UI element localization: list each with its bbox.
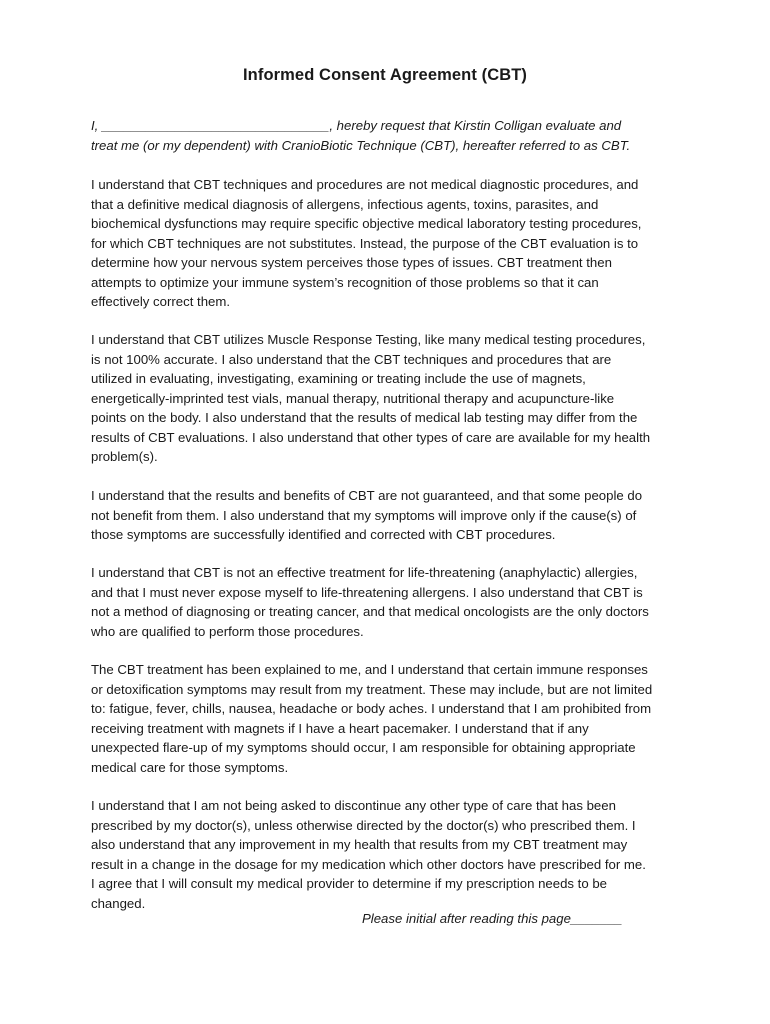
- paragraph-line: determine how your nervous system perceives those types of issues. CBT treatment then: [91, 255, 612, 270]
- paragraph-line: result in a change in the dosage for my medication which other doctors have prescribed for me.: [91, 856, 646, 872]
- paragraph-line: receiving treatment with magnets if I have a heart pacemaker. I understand that if any: [91, 720, 589, 736]
- paragraph-limitations: [91, 563, 691, 641]
- paragraph-line: medical care for those symptoms.: [91, 759, 289, 775]
- paragraph-line: or detoxification symptoms may result from my treatment. These may include, but are not limited: [91, 681, 653, 697]
- paragraph-line: prescribed by my doctor(s), unless otherwise directed by the doctor(s) who prescribed them. I: [91, 817, 636, 833]
- paragraph-line: energetically-imprinted test vials, manual therapy, nutritional therapy and acupuncture-like: [91, 390, 615, 406]
- intro-line: I, _______________________________, hereby request that Kirstin Colligan evaluate and: [91, 118, 622, 133]
- paragraph-other-care: [91, 796, 691, 913]
- paragraph-line: for which CBT techniques are not substitutes. Instead, the purpose of the CBT evaluation is to: [91, 235, 639, 251]
- paragraph-line: points on the body. I also understand that the results of medical lab testing may differ from the: [91, 410, 638, 425]
- paragraph-line: changed.: [91, 895, 146, 911]
- paragraph-line: that a definitive medical diagnosis of allergens, infectious agents, toxins, parasites, and: [91, 196, 599, 212]
- paragraph-line: I understand that I am not being asked to discontinue any other type of care that has been: [91, 798, 616, 813]
- initial-prompt: Please initial after reading this page_______: [362, 911, 623, 926]
- document-title: Informed Consent Agreement (CBT): [242, 66, 527, 84]
- paragraph-line: unexpected flare-up of my symptoms should occur, I am responsible for obtaining appropriate: [91, 740, 636, 755]
- paragraph-line: I understand that the results and benefits of CBT are not guaranteed, and that some people do: [91, 488, 643, 503]
- paragraph-line: also understand that any improvement in my health that results from my CBT treatment may: [91, 837, 628, 852]
- paragraph-line: not benefit from them. I also understand that my symptoms will improve only if the cause(s) of: [91, 507, 637, 523]
- paragraph-line: results of CBT evaluations. I also understand that other types of care are available for my health: [91, 429, 651, 445]
- paragraph-line: attempts to optimize your immune system’s recognition of those problems so that it can: [91, 274, 599, 290]
- intro-line: treat me (or my dependent) with CranioBiotic Technique (CBT), hereafter referred to as CBT.: [91, 137, 631, 153]
- paragraph-line: I understand that CBT techniques and procedures are not medical diagnostic procedures, and: [91, 177, 639, 192]
- paragraph-line: I understand that CBT is not an effective treatment for life-threatening (anaphylactic) allergies,: [91, 565, 638, 580]
- paragraph-line: I understand that CBT utilizes Muscle Response Testing, like many medical testing procedures,: [91, 332, 646, 347]
- paragraph-line: I agree that I will consult my medical provider to determine if my prescription needs to be: [91, 876, 608, 891]
- paragraph-line: The CBT treatment has been explained to me, and I understand that certain immune responses: [91, 662, 648, 677]
- paragraph-diagnostic: [91, 175, 691, 312]
- paragraph-treatment-responses: [91, 660, 691, 777]
- intro-statement: [91, 116, 691, 155]
- paragraph-line: biochemical dysfunctions may require specific objective medical laboratory testing procedures,: [91, 216, 642, 231]
- paragraph-line: who are qualified to perform those procedures.: [91, 623, 364, 639]
- paragraph-line: not a method of diagnosing or treating cancer, and that medical oncologists are the only doctors: [91, 604, 649, 619]
- paragraph-line: is not 100% accurate. I also understand that the CBT techniques and procedures that are: [91, 351, 612, 367]
- paragraph-line: to: fatigue, fever, chills, nausea, headache or body aches. I understand that I am prohibited from: [91, 701, 652, 716]
- paragraph-line: those symptoms are successfully identified and corrected with CBT procedures.: [91, 527, 556, 542]
- paragraph-line: problem(s).: [91, 449, 158, 464]
- paragraph-results: [91, 486, 691, 545]
- paragraph-line: effectively correct them.: [91, 294, 231, 309]
- paragraph-muscle-testing: [91, 330, 691, 467]
- paragraph-line: utilized in evaluating, investigating, examining or treating include the use of magnets,: [91, 371, 586, 386]
- paragraph-line: and that I must never expose myself to life-threatening allergens. I also understand that CBT is: [91, 584, 643, 600]
